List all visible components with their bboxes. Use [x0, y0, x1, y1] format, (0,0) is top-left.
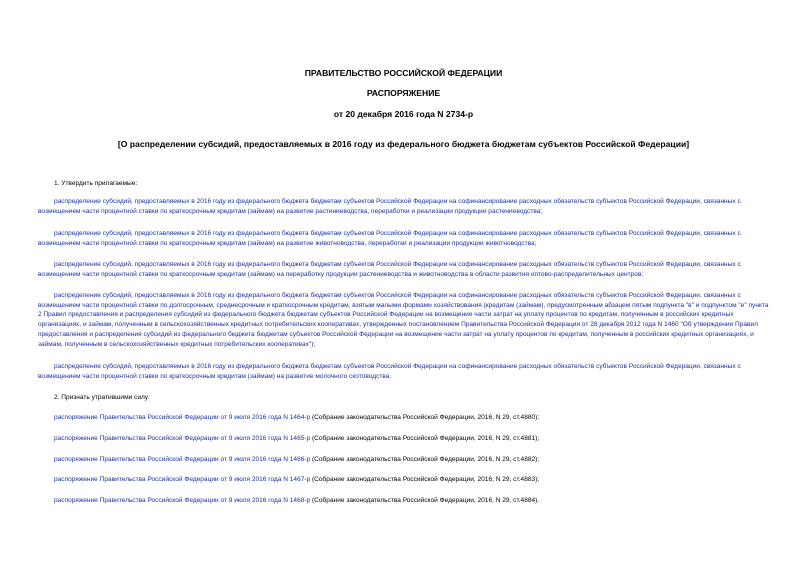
repealed-item-5 [54, 496, 539, 506]
repealed-item-citation: (Собрание законодательства Российской Федерации, 2016, N 29, ст.4881); [310, 435, 540, 442]
repealed-order-link-1466[interactable]: распоряжение Правительства Российской Федерации от 9 июля 2016 года N 1466-р [54, 456, 311, 463]
repealed-item-citation: (Собрание законодательства Российской Федерации, 2016, N 29, ст.4884). [310, 497, 540, 504]
subsidy-distribution-link-5[interactable]: распределение субсидий, предоставляемых в 2016 году из федерального бюджета бюджетам субъектов Российской Федерации на софинансирование расходных обязательств субъектов Российской Федерации, связанных с возмещением части процентной ставки по краткосрочным кредитам (займам) на развитие молочного скотоводства. [38, 363, 741, 380]
subsidy-distribution-link-4[interactable]: распределение субсидий, предоставляемых в 2016 году из федерального бюджета бюджетам субъектов Российской Федерации на софинансирование расходных обязательств субъектов Российской Федерации, связанных с возмещением части процентной ставки по долгосрочным, среднесрочным и краткосрочным кредитам, взятым малыми формами хозяйствования (кредитам (займам), предусмотренным абзацем пятым подпункта "в" и подпунктом "е" пункта 2 Правил предоставления и распределения субсидий из федерального бюджета бюджетам субъектов Российской Федерации на возмещение части затрат на уплату процентов по кредитам, полученным в российских кредитных организациях, и займам, полученным в сельскохозяйственных кредитных потребительских кооперативах, утвержденных постановлением Правительства Российской Федерации от 28 декабря 2012 года N 1460 "Об утверждении Правил предоставления и распределения субсидий из федерального бюджета бюджетам субъектов Российской Федерации на возмещение части затрат на уплату процентов по кредитам, полученным в российских кредитных организациях, и займам, полученным в сельскохозяйственных кредитных потребительских кооперативах"); [38, 292, 769, 348]
repealed-item-citation: (Собрание законодательства Российской Федерации, 2016, N 29, ст.4883); [310, 476, 540, 483]
section-1-heading: 1. Утвердить прилагаемые: [54, 180, 138, 187]
org-heading: ПРАВИТЕЛЬСТВО РОССИЙСКОЙ ФЕДЕРАЦИИ [304, 68, 503, 78]
subsidy-distribution-link-2[interactable]: распределение субсидий, предоставляемых в 2016 году из федерального бюджета бюджетам субъектов Российской Федерации на софинансирование расходных обязательств субъектов Российской Федерации, связанных с возмещением части процентной ставки по краткосрочным кредитам (займам) на развитие животноводства, переработки и реализации продукции животноводства; [38, 230, 741, 247]
document-type: РАСПОРЯЖЕНИЕ [366, 88, 441, 98]
repealed-item-citation: (Собрание законодательства Российской Федерации, 2016, N 29, ст.4880); [310, 414, 540, 421]
repealed-item-4 [54, 475, 539, 485]
section-2-heading: 2. Признать утратившими силу: [54, 394, 150, 401]
repealed-item-citation: (Собрание законодательства Российской Федерации, 2016, N 29, ст.4882); [310, 456, 540, 463]
repealed-item-1 [54, 413, 539, 423]
repealed-order-link-1465[interactable]: распоряжение Правительства Российской Федерации от 9 июля 2016 года N 1465-р [54, 435, 311, 442]
document-date-number: от 20 декабря 2016 года N 2734-р [333, 109, 474, 119]
subsidy-distribution-link-1[interactable]: распределение субсидий, предоставляемых в 2016 году из федерального бюджета бюджетам субъектов Российской Федерации на софинансирование расходных обязательств субъектов Российской Федерации, связанных с возмещением части процентной ставки по краткосрочным кредитам (займам) на развитие растениеводства, переработки и реализации продукции растениеводства; [38, 198, 741, 215]
document-title: [О распределении субсидий, предоставляемых в 2016 году из федерального бюджета бюджетам субъектов Российской Федерации] [117, 139, 690, 149]
repealed-item-3 [54, 455, 539, 465]
repealed-order-link-1467[interactable]: распоряжение Правительства Российской Федерации от 9 июля 2016 года N 1467-р [54, 476, 311, 483]
repealed-item-2 [54, 434, 539, 444]
repealed-order-link-1464[interactable]: распоряжение Правительства Российской Федерации от 9 июля 2016 года N 1464-р [54, 414, 311, 421]
subsidy-distribution-link-3[interactable]: распределение субсидий, предоставляемых в 2016 году из федерального бюджета бюджетам субъектов Российской Федерации на софинансирование расходных обязательств субъектов Российской Федерации, связанных с возмещением части процентной ставки по краткосрочным кредитам (займам) на переработку продукции растениеводства и животноводства в области развития оптово-распределительных центров; [38, 261, 741, 278]
repealed-order-link-1468[interactable]: распоряжение Правительства Российской Федерации от 9 июля 2016 года N 1468-р [54, 497, 311, 504]
